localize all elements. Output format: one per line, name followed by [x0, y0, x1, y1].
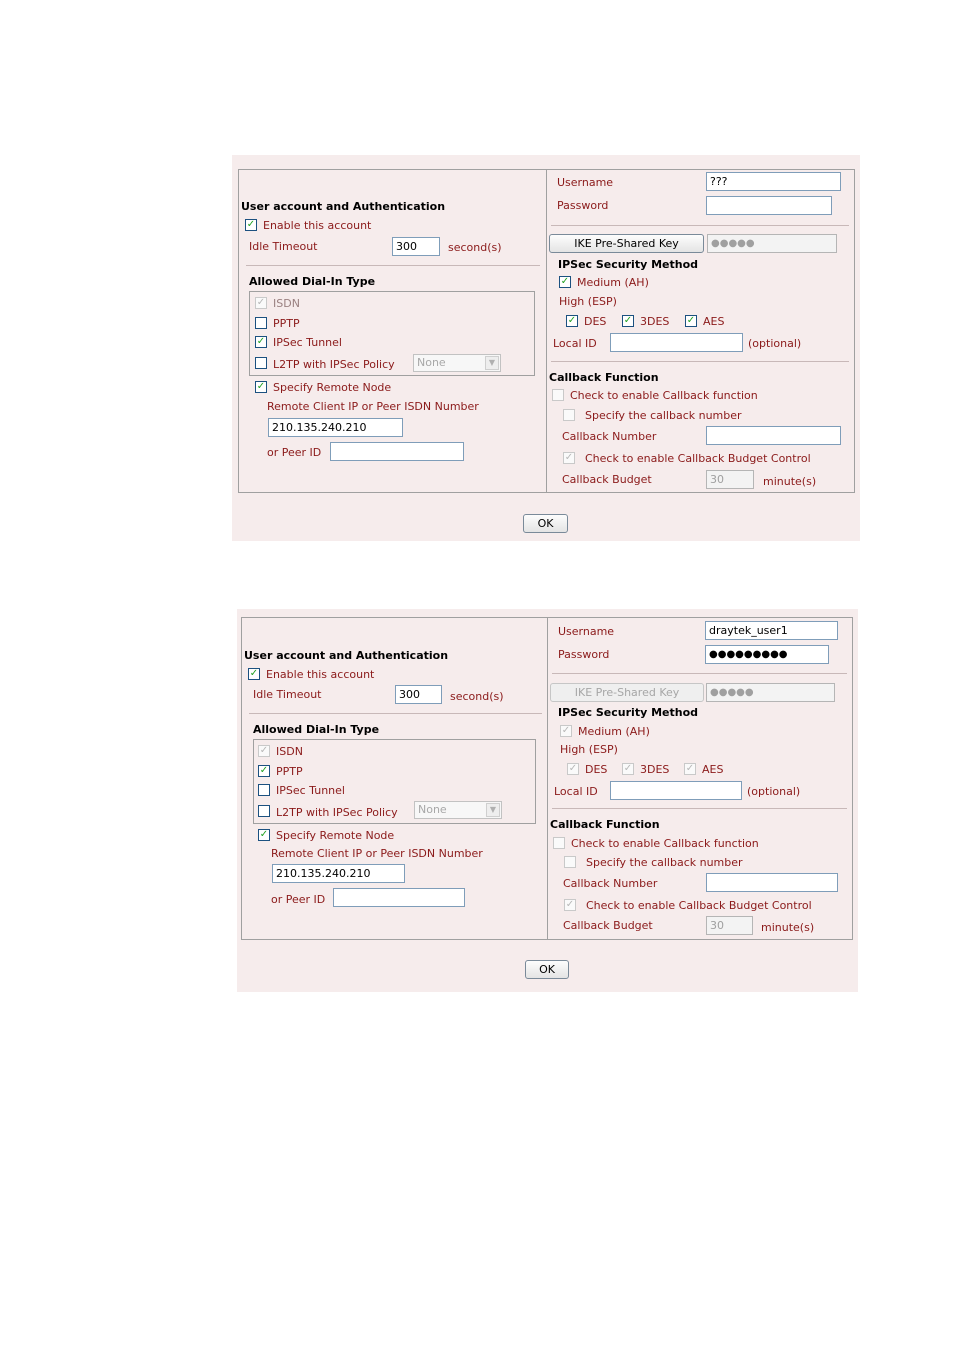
form2-peer-id-label: or Peer ID — [271, 893, 326, 906]
chevron-down-icon: ▼ — [486, 803, 500, 817]
form1-budget-control-label: Check to enable Callback Budget Control — [585, 452, 811, 465]
form2-ok-button[interactable]: OK — [525, 960, 569, 979]
form1-callback-number-label: Callback Number — [562, 430, 657, 443]
form2-aes-label: AES — [702, 763, 724, 776]
form2-budget-checkbox[interactable]: ✓ — [565, 899, 575, 910]
form2-ipsec-label: IPSec Tunnel — [276, 784, 345, 797]
form1-pptp-checkbox[interactable] — [255, 317, 267, 329]
form1-policy-select[interactable] — [413, 354, 501, 372]
form2-3des-label: 3DES — [640, 763, 670, 776]
form2-idle-input[interactable]: 300 — [395, 685, 442, 704]
form1-des-checkbox[interactable]: ✓ — [567, 315, 577, 326]
form2-minutes-label: minute(s) — [761, 921, 815, 934]
form1-idle-input[interactable]: 300 — [392, 237, 440, 256]
form2-callback-number-label: Callback Number — [563, 877, 658, 890]
form1-callback-number-input[interactable] — [706, 426, 841, 445]
form2-callback-budget-label: Callback Budget — [563, 919, 653, 932]
form1-aes-label: AES — [703, 315, 725, 328]
form1-callback-label: Check to enable Callback function — [570, 389, 758, 402]
form2-section-title: User account and Authentication — [244, 649, 449, 662]
form2-callback-label: Check to enable Callback function — [571, 837, 759, 850]
form2-remote-checkbox[interactable]: ✓ — [259, 829, 269, 840]
form1-username-label: Username — [557, 176, 614, 189]
form2-left-divider — [249, 713, 542, 714]
form1-specify-cb-label: Specify the callback number — [585, 409, 742, 422]
form2-medium-checkbox[interactable]: ✓ — [561, 725, 571, 736]
form2-password-input[interactable]: ●●●●●●●●● — [705, 645, 829, 664]
form1-ipsec-checkbox[interactable]: ✓ — [256, 336, 266, 347]
form1-remote-client-label: Remote Client IP or Peer ISDN Number — [267, 400, 479, 413]
form2-pptp-label: PPTP — [276, 765, 303, 778]
form1-username-input[interactable]: ??? — [706, 172, 841, 191]
form1-right-divider-2 — [551, 361, 849, 362]
form2-des-checkbox[interactable]: ✓ — [568, 763, 578, 774]
form2-seconds-label: second(s) — [450, 690, 504, 703]
form2-policy-select[interactable] — [414, 801, 502, 819]
form2-callback-checkbox[interactable] — [553, 837, 565, 849]
form1-pptp-label: PPTP — [273, 317, 300, 330]
form2-idle-label: Idle Timeout — [253, 688, 322, 701]
form1-idle-label: Idle Timeout — [249, 240, 318, 253]
form1-right-divider-1 — [551, 225, 849, 226]
form1-remote-label: Specify Remote Node — [273, 381, 392, 394]
form1-remote-checkbox[interactable]: ✓ — [256, 381, 266, 392]
form1-3des-label: 3DES — [640, 315, 670, 328]
form1-section-title: User account and Authentication — [241, 200, 446, 213]
form1-remote-ip-input[interactable]: 210.135.240.210 — [268, 418, 403, 437]
form1-ipsec-label: IPSec Tunnel — [273, 336, 342, 349]
form2-password-label: Password — [558, 648, 610, 661]
form1-ike-key-input[interactable]: ●●●●● — [707, 234, 837, 253]
form2-dialin-title: Allowed Dial-In Type — [253, 723, 380, 736]
form1-callback-checkbox[interactable] — [552, 389, 564, 401]
form1-ike-key-button[interactable]: IKE Pre-Shared Key — [549, 234, 704, 253]
form1-left-divider — [246, 265, 540, 266]
form2-optional-label: (optional) — [747, 785, 801, 798]
form2-callback-budget-input[interactable]: 30 — [706, 916, 753, 935]
form1-optional-label: (optional) — [748, 337, 802, 350]
form2-isdn-checkbox[interactable]: ✓ — [259, 745, 269, 756]
form2-medium-label: Medium (AH) — [578, 725, 650, 738]
form2-policy-value: None — [418, 803, 447, 816]
form1-peer-id-label: or Peer ID — [267, 446, 322, 459]
form2-ike-key-button[interactable]: IKE Pre-Shared Key — [550, 683, 704, 702]
form1-policy-value: None — [417, 356, 446, 369]
form1-isdn-checkbox[interactable]: ✓ — [256, 297, 266, 308]
form1-aes-checkbox[interactable]: ✓ — [686, 315, 696, 326]
form2-high-label: High (ESP) — [560, 743, 618, 756]
form2-divider — [547, 617, 548, 940]
form1-l2tp-checkbox[interactable] — [255, 357, 267, 369]
form2-ike-key-input[interactable]: ●●●●● — [706, 683, 835, 702]
form1-medium-checkbox[interactable]: ✓ — [560, 276, 570, 287]
form2-l2tp-checkbox[interactable] — [258, 805, 270, 817]
form1-callback-title: Callback Function — [549, 371, 659, 384]
form1-l2tp-label: L2TP with IPSec Policy — [273, 358, 395, 371]
form1-seconds-label: second(s) — [448, 241, 502, 254]
form2-peer-id-input[interactable] — [333, 888, 465, 907]
form2-right-divider-2 — [552, 808, 847, 809]
form2-l2tp-label: L2TP with IPSec Policy — [276, 806, 398, 819]
form2-ipsec-method-title: IPSec Security Method — [558, 706, 699, 719]
form1-budget-checkbox[interactable]: ✓ — [564, 452, 574, 463]
form1-password-input[interactable] — [706, 196, 832, 215]
form2-remote-ip-input[interactable]: 210.135.240.210 — [272, 864, 405, 883]
chevron-down-icon: ▼ — [485, 356, 499, 370]
form2-ipsec-checkbox[interactable] — [258, 784, 270, 796]
form1-dialin-title: Allowed Dial-In Type — [249, 275, 376, 288]
form2-aes-checkbox[interactable]: ✓ — [685, 763, 695, 774]
form1-specify-cb-checkbox[interactable] — [563, 409, 575, 421]
form1-peer-id-input[interactable] — [330, 442, 464, 461]
form1-3des-checkbox[interactable]: ✓ — [623, 315, 633, 326]
form1-enable-label: Enable this account — [263, 219, 372, 232]
form1-local-id-label: Local ID — [553, 337, 597, 350]
form1-ok-button[interactable]: OK — [523, 514, 568, 533]
form2-remote-label: Specify Remote Node — [276, 829, 395, 842]
form2-username-label: Username — [558, 625, 615, 638]
form1-isdn-label: ISDN — [273, 297, 300, 310]
form2-local-id-input[interactable] — [610, 781, 742, 800]
form2-callback-number-input[interactable] — [706, 873, 838, 892]
form2-budget-control-label: Check to enable Callback Budget Control — [586, 899, 812, 912]
form1-des-label: DES — [584, 315, 607, 328]
form2-enable-checkbox[interactable]: ✓ — [249, 668, 259, 679]
form2-right-divider-1 — [552, 673, 847, 674]
form1-callback-budget-input[interactable]: 30 — [706, 470, 754, 489]
form1-ipsec-method-title: IPSec Security Method — [558, 258, 699, 271]
form1-divider — [546, 169, 547, 493]
form2-remote-client-label: Remote Client IP or Peer ISDN Number — [271, 847, 483, 860]
form1-callback-budget-label: Callback Budget — [562, 473, 652, 486]
form2-des-label: DES — [585, 763, 608, 776]
form1-medium-label: Medium (AH) — [577, 276, 649, 289]
form2-pptp-checkbox[interactable]: ✓ — [259, 765, 269, 776]
form1-local-id-input[interactable] — [610, 333, 743, 352]
form1-password-label: Password — [557, 199, 609, 212]
form2-3des-checkbox[interactable]: ✓ — [623, 763, 633, 774]
form2-username-input[interactable]: draytek_user1 — [705, 621, 838, 640]
form2-specify-cb-label: Specify the callback number — [586, 856, 743, 869]
form1-enable-checkbox[interactable]: ✓ — [246, 219, 256, 230]
form1-high-label: High (ESP) — [559, 295, 617, 308]
form2-isdn-label: ISDN — [276, 745, 303, 758]
form2-local-id-label: Local ID — [554, 785, 598, 798]
form2-enable-label: Enable this account — [266, 668, 375, 681]
form2-callback-title: Callback Function — [550, 818, 660, 831]
form1-minutes-label: minute(s) — [763, 475, 817, 488]
form2-specify-cb-checkbox[interactable] — [564, 856, 576, 868]
